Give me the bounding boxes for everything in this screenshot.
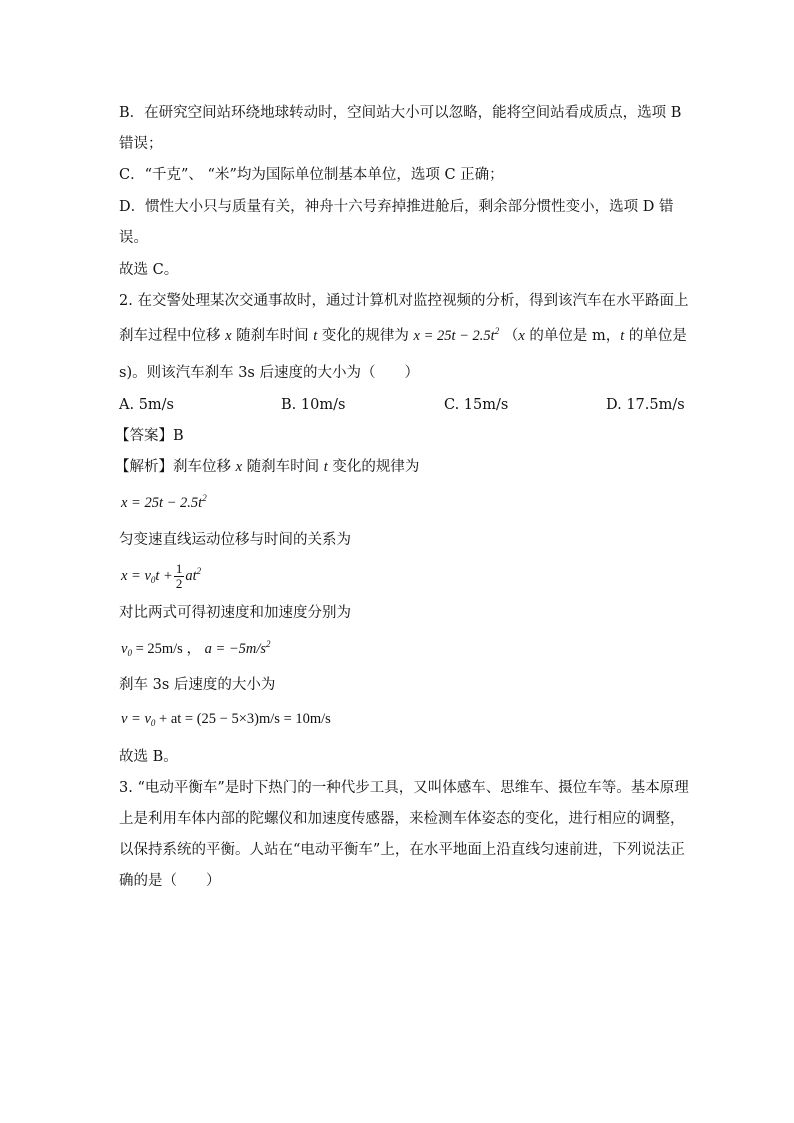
q2-stem-line3: s)。则该汽车刹车 3s 后速度的大小为（ ） bbox=[119, 365, 419, 381]
q3-stem-line3: 以保持系统的平衡。人站在“电动平衡车”上，在水平地面上沿直线匀速前进，下列说法正 bbox=[119, 842, 685, 858]
equation-kinematics: $x = v_0t$ + $\frac{1}{2}$ $at^2$ bbox=[121, 561, 202, 591]
q2-stem-text: 的单位是 bbox=[628, 328, 687, 344]
text-compare: 对比两式可得初速度和加速度分别为 bbox=[119, 605, 351, 621]
q2-option-a: A. 5m/s bbox=[119, 397, 174, 413]
q2-stem-text: 变化的规律为 bbox=[321, 328, 409, 344]
text-after-3s: 刹车 3s 后速度的大小为 bbox=[119, 677, 276, 693]
q3-stem-line4: 确的是（ ） bbox=[119, 873, 221, 889]
q1-conclusion: 故选 C。 bbox=[119, 262, 179, 278]
q1-option-d-line1: D．惯性大小只与质量有关，神舟十六号弃掉推进舱后，剩余部分惯性变小，选项 D 错 bbox=[119, 199, 674, 215]
var-t: t bbox=[313, 328, 318, 344]
var-x: x bbox=[225, 328, 232, 344]
var-x: x bbox=[518, 328, 525, 344]
equation-initial-values: $v_0 = 25m/s$ ， $a = -5m/s^2$ bbox=[121, 639, 271, 658]
q2-stem-text: 的单位是 m， bbox=[529, 328, 621, 344]
var-t: t bbox=[323, 459, 328, 475]
q1-option-b-line2: 错误； bbox=[119, 136, 163, 152]
text-uniform-motion: 匀变速直线运动位移与时间的关系为 bbox=[119, 532, 351, 548]
displacement-law-equation: $x = 25t - 2.5t^2$ bbox=[413, 326, 500, 344]
q2-stem-text: 刹车过程中位移 bbox=[119, 328, 221, 344]
q1-option-c-line: C．“千克”、 “米”均为国际单位制基本单位，选项 C 正确； bbox=[119, 167, 504, 183]
var-t: t bbox=[620, 328, 625, 344]
var-x: x bbox=[235, 459, 243, 475]
q2-answer: 【答案】B bbox=[115, 428, 184, 444]
q3-stem-line2: 上是利用车体内部的陀螺仪和加速度传感器，来检测车体姿态的变化，进行相应的调整， bbox=[119, 811, 685, 827]
q3-stem-line1: 3. “电动平衡车”是时下热门的一种代步工具，又叫体感车、思维车、摄位车等。基本原理 bbox=[119, 780, 689, 796]
q2-conclusion: 故选 B。 bbox=[119, 749, 178, 765]
q2-stem-text: （ bbox=[503, 328, 519, 344]
analysis-label: 【解析】 bbox=[115, 459, 173, 475]
fraction-one-half: $\frac{1}{2}$ bbox=[175, 561, 183, 591]
q2-stem-text: 随刹车时间 bbox=[236, 328, 309, 344]
q2-stem-line1: 2. 在交警处理某次交通事故时，通过计算机对监控视频的分析，得到该汽车在水平路面上 bbox=[119, 293, 689, 309]
q2-stem-line2 bbox=[119, 327, 687, 345]
q2-analysis-intro: 【解析】刹车位移 x 随刹车时间 t 变化的规律为 bbox=[115, 459, 420, 475]
q1-option-b-line1: B．在研究空间站环绕地球转动时，空间站大小可以忽略，能将空间站看成质点，选项 B bbox=[119, 105, 682, 121]
q1-option-d-line2: 误。 bbox=[119, 230, 148, 246]
q2-option-d: D. 17.5m/s bbox=[606, 397, 685, 413]
q2-option-b: B. 10m/s bbox=[281, 397, 346, 413]
q2-option-c: C. 15m/s bbox=[444, 397, 509, 413]
equation-final-velocity: $v = v_0$ + at = (25 − 5×3)m/s = 10m/s bbox=[121, 711, 331, 728]
equation-displacement: $x = 25t - 2.5t^2$ bbox=[121, 493, 207, 511]
